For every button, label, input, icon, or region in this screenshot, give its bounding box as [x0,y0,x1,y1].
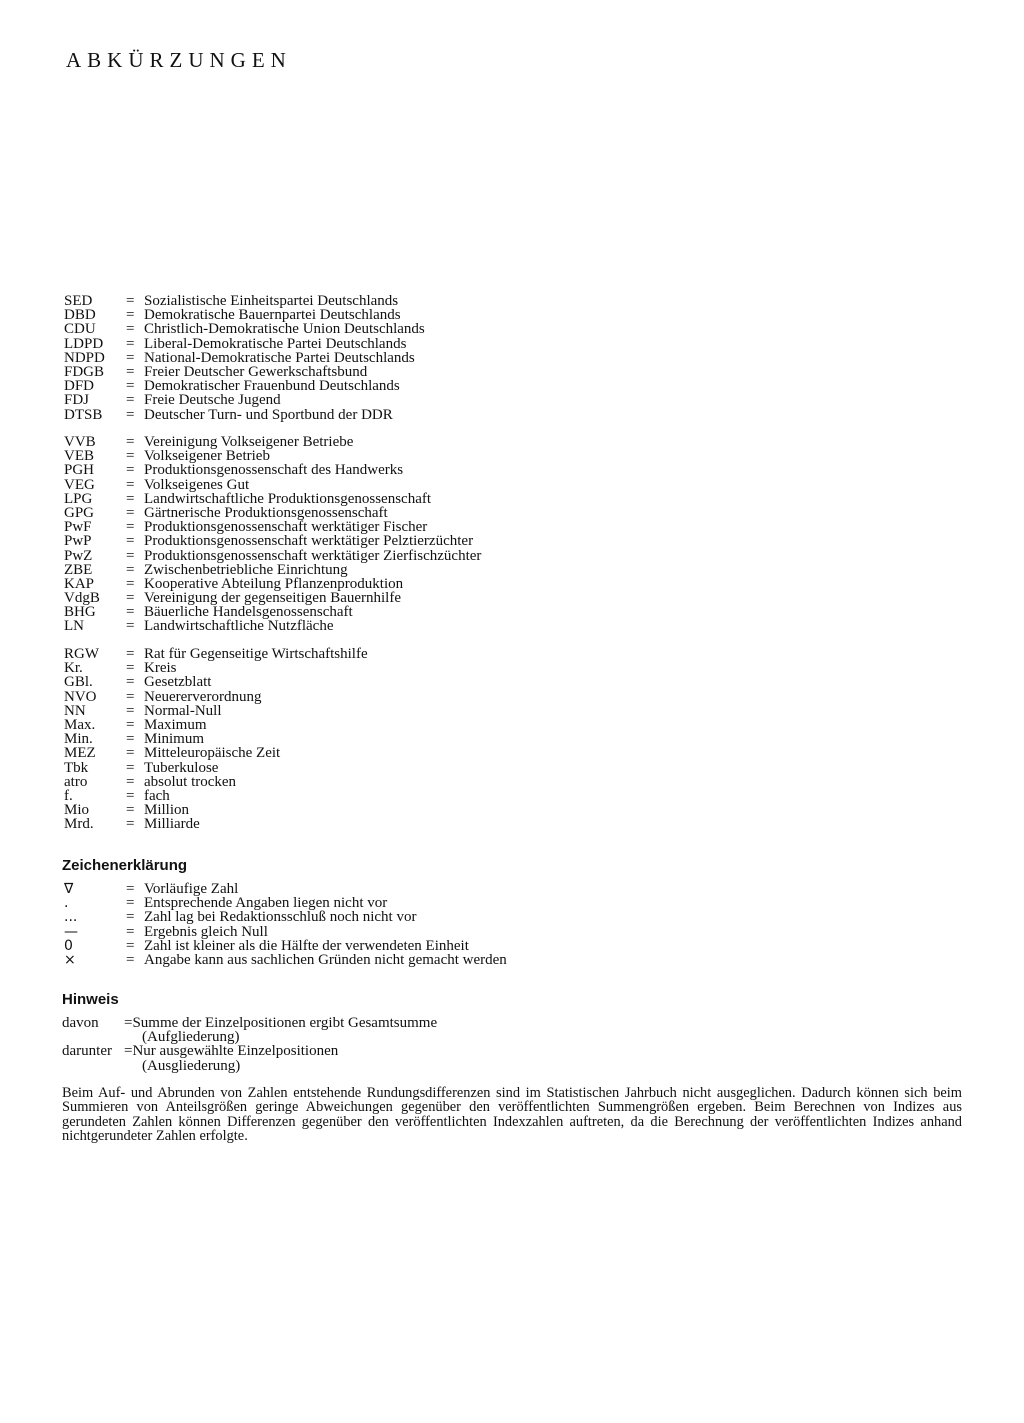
hinweis-definition: Summe der Einzelpositionen ergibt Gesamtsumme [132,1015,438,1031]
equals-sign: = [126,476,135,493]
abbreviation: VVB [64,434,96,450]
equals-sign: = [126,575,135,592]
abbreviation: ZBE [64,561,93,578]
abbreviation-definition: Landwirtschaftliche Produktionsgenossenschaft [144,490,432,507]
legend-row [62,882,507,896]
hinweis-body [124,1016,437,1044]
abbreviation: PwP [64,533,92,550]
equals-sign: = [126,731,135,748]
abbreviation-definition: Volkseigenes Gut [144,476,250,493]
abbreviation-definition: absolut trocken [144,773,237,790]
equals-sign: = [126,909,135,926]
equals-sign: = [126,674,135,691]
equals-sign: = [126,937,135,954]
abbreviation: VdgB [64,590,100,607]
legend-symbol: ... [64,909,78,926]
legend-row [62,925,507,939]
abbreviation: Tbk [64,759,89,776]
abbreviation-definition: Christlich-Demokratische Union Deutschlands [144,321,425,338]
abbreviation-row [62,704,368,718]
abbreviation-definition: Produktionsgenossenschaft werktätiger Zierfischzüchter [144,547,482,564]
abbreviation: DFD [64,378,95,395]
equals-sign: = [126,434,135,450]
abbreviation-row [62,478,481,492]
abbreviation: DBD [64,307,96,324]
abbreviation-row [62,294,425,308]
legend-definition: Ergebnis gleich Null [144,923,268,940]
abbreviation: NN [64,702,86,719]
equals-sign: = [126,349,135,366]
legend-definition: Angabe kann aus sachlichen Gründen nicht gemacht werden [144,951,507,968]
abbreviation: KAP [64,575,95,592]
abbreviation-row [62,817,368,831]
abbreviation-row [62,746,368,760]
abbreviation-definition: Produktionsgenossenschaft werktätiger Fischer [144,519,428,536]
abbreviation-row [62,647,368,661]
abbreviation: RGW [64,646,99,662]
abbreviation-row [62,549,481,563]
abbreviation-row [62,351,425,365]
abbreviation-row [62,534,481,548]
abbreviation-definition: Tuberkulose [144,759,219,776]
equals-sign: = [126,660,135,677]
equals-sign: = [126,462,135,479]
abbreviation-row [62,761,368,775]
hinweis-section [62,992,437,1073]
legend-symbol: × [64,951,76,968]
abbreviation-row [62,732,368,746]
abbreviation: LN [64,618,84,635]
page-title: ABKÜRZUNGEN [66,48,292,72]
equals-sign: = [126,618,135,635]
legend-definition: Zahl ist kleiner als die Hälfte der verwendeten Einheit [144,937,469,954]
rounding-note: Beim Auf- und Abrunden von Zahlen entstehende Rundungsdifferenzen sind im Statistischen Jahrbuch nicht ausgeglichen. Dadurch können sich beim Summieren von Anteilsgrößen geringe Abweichungen gegenüber den veröffentlichten Summengrößen ergeben. Beim Berechnen von Indizes aus gerundeten Zahlen können Differenzen gegenüber den veröffentlichten Indexzahlen auftreten, da die Berechnung der veröffentlichten Indizes anhand nichtgerundeter Zahlen erfolgte. [62,1085,962,1144]
equals-sign: = [126,590,135,607]
abbreviation: Mio [64,802,90,819]
abbreviation-row [62,393,425,407]
equals-sign: = [124,1043,133,1060]
equals-sign: = [126,448,135,465]
abbreviation-definition: Liberal-Demokratische Partei Deutschlands [144,335,407,352]
abbreviation-definition: National-Demokratische Partei Deutschlands [144,349,415,366]
equals-sign: = [126,490,135,507]
abbreviation: LPG [64,490,93,507]
abbreviation-row [62,322,425,336]
equals-sign: = [126,293,135,309]
hinweis-term: darunter [62,1043,112,1060]
abbreviation-row [62,449,481,463]
abbreviation-row [62,789,368,803]
abbreviation-row [62,492,481,506]
abbreviation-definition: Gesetzblatt [144,674,212,691]
equals-sign: = [126,881,135,897]
legend-row [62,939,507,953]
abbreviation: PGH [64,462,95,479]
abbreviation: f. [64,787,73,804]
hinweis-term: davon [62,1015,99,1031]
hinweis-body [124,1044,338,1072]
equals-sign: = [126,335,135,352]
equals-sign: = [124,1015,133,1031]
abbreviation-row [62,675,368,689]
hinweis-line [124,1044,338,1058]
hinweis-row [62,1016,437,1044]
abbreviation-definition: Neuererverordnung [144,688,262,705]
equals-sign: = [126,951,135,968]
abbreviation: FDJ [64,392,90,409]
abbreviation: GBl. [64,674,93,691]
abbreviation-definition: Milliarde [144,816,200,833]
abbreviation-row [62,775,368,789]
abbreviation-definition: Freie Deutsche Jugend [144,392,281,409]
abbreviation-definition: fach [144,787,170,804]
abbreviation: NVO [64,688,97,705]
abbreviation-definition: Maximum [144,716,207,733]
abbreviation: MEZ [64,745,96,762]
abbreviation-row [62,661,368,675]
equals-sign: = [126,802,135,819]
abbreviation: atro [64,773,88,790]
hinweis-line [124,1016,437,1030]
abbreviation: Max. [64,716,96,733]
legend-heading: Zeichenerklärung [62,857,188,874]
abbreviation: CDU [64,321,96,338]
hinweis-definition-detail: (Aufgliederung) [142,1029,240,1046]
abbreviation-row [62,577,481,591]
abbreviation-definition: Mitteleuropäische Zeit [144,745,281,762]
abbreviation-row [62,365,425,379]
equals-sign: = [126,547,135,564]
abbreviation-row [62,520,481,534]
legend-symbol: . [64,895,69,912]
abbreviation-group-organizations [62,294,425,422]
abbreviation-definition: Demokratischer Frauenbund Deutschlands [144,378,400,395]
legend-row [62,910,507,924]
equals-sign: = [126,923,135,940]
equals-sign: = [126,773,135,790]
abbreviation-definition: Bäuerliche Handelsgenossenschaft [144,604,353,621]
equals-sign: = [126,392,135,409]
abbreviation: LDPD [64,335,104,352]
abbreviation-definition: Landwirtschaftliche Nutzfläche [144,618,334,635]
abbreviation-row [62,308,425,322]
equals-sign: = [126,321,135,338]
abbreviation-row [62,591,481,605]
abbreviation: Mrd. [64,816,94,833]
abbreviation-definition: Kreis [144,660,177,677]
abbreviation-row [62,605,481,619]
abbreviation-definition: Demokratische Bauernpartei Deutschlands [144,307,401,324]
abbreviation-group-general [62,647,368,831]
hinweis-row [62,1044,437,1072]
legend-definition: Zahl lag bei Redaktionsschluß noch nicht vor [144,909,417,926]
equals-sign: = [126,519,135,536]
abbreviation-definition: Gärtnerische Produktionsgenossenschaft [144,504,388,521]
abbreviation-definition: Sozialistische Einheitspartei Deutschlands [144,293,399,309]
abbreviation-row [62,619,481,633]
abbreviation-definition: Vereinigung der gegenseitigen Bauernhilfe [144,590,401,607]
abbreviation-row [62,803,368,817]
abbreviation: Min. [64,731,93,748]
legend-definition: Entsprechende Angaben liegen nicht vor [144,895,388,912]
abbreviation: NDPD [64,349,105,366]
abbreviation: DTSB [64,406,103,423]
equals-sign: = [126,307,135,324]
hinweis-rows [62,1016,437,1073]
equals-sign: = [126,604,135,621]
legend-symbol: ∇ [64,881,74,897]
abbreviation-definition: Million [144,802,190,819]
abbreviation-definition: Normal-Null [144,702,222,719]
equals-sign: = [126,759,135,776]
hinweis-definition: Nur ausgewählte Einzelpositionen [132,1043,339,1060]
abbreviation-row [62,435,481,449]
abbreviation-definition: Kooperative Abteilung Pflanzenproduktion [144,575,404,592]
hinweis-definition-detail: (Ausgliederung) [142,1057,241,1074]
legend-rows [62,882,507,967]
equals-sign: = [126,406,135,423]
legend-row [62,953,507,967]
abbreviation: GPG [64,504,95,521]
equals-sign: = [126,702,135,719]
abbreviation-definition: Volkseigener Betrieb [144,448,270,465]
abbreviation-row [62,379,425,393]
abbreviation-definition: Deutscher Turn- und Sportbund der DDR [144,406,393,423]
abbreviation-definition: Rat für Gegenseitige Wirtschaftshilfe [144,646,368,662]
abbreviation: VEG [64,476,95,493]
abbreviation: BHG [64,604,96,621]
abbreviation-row [62,506,481,520]
equals-sign: = [126,895,135,912]
abbreviation-row [62,563,481,577]
equals-sign: = [126,378,135,395]
equals-sign: = [126,716,135,733]
abbreviation-definition: Produktionsgenossenschaft werktätiger Pelztierzüchter [144,533,474,550]
abbreviation: SED [64,293,93,309]
abbreviation: PwZ [64,547,93,564]
legend-row [62,896,507,910]
abbreviation-definition: Produktionsgenossenschaft des Handwerks [144,462,404,479]
abbreviation-row [62,463,481,477]
abbreviation-definition: Minimum [144,731,205,748]
legend-symbol: — [64,923,78,940]
abbreviation: PwF [64,519,92,536]
equals-sign: = [126,745,135,762]
abbreviation-row [62,690,368,704]
equals-sign: = [126,688,135,705]
abbreviation-definition: Freier Deutscher Gewerkschaftsbund [144,363,368,380]
legend-definition: Vorläufige Zahl [144,881,239,897]
abbreviation-row [62,337,425,351]
abbreviation-definition: Vereinigung Volkseigener Betriebe [144,434,354,450]
abbreviation: FDGB [64,363,105,380]
abbreviation-group-enterprises [62,435,481,634]
equals-sign: = [126,504,135,521]
hinweis-heading: Hinweis [62,991,119,1008]
equals-sign: = [126,816,135,833]
abbreviation-row [62,718,368,732]
abbreviation-row [62,408,425,422]
equals-sign: = [126,363,135,380]
equals-sign: = [126,561,135,578]
symbol-legend [62,858,507,967]
abbreviation: Kr. [64,660,83,677]
equals-sign: = [126,646,135,662]
abbreviation-definition: Zwischenbetriebliche Einrichtung [144,561,348,578]
equals-sign: = [126,787,135,804]
equals-sign: = [126,533,135,550]
abbreviation: VEB [64,448,94,465]
legend-symbol: 0 [64,937,73,954]
